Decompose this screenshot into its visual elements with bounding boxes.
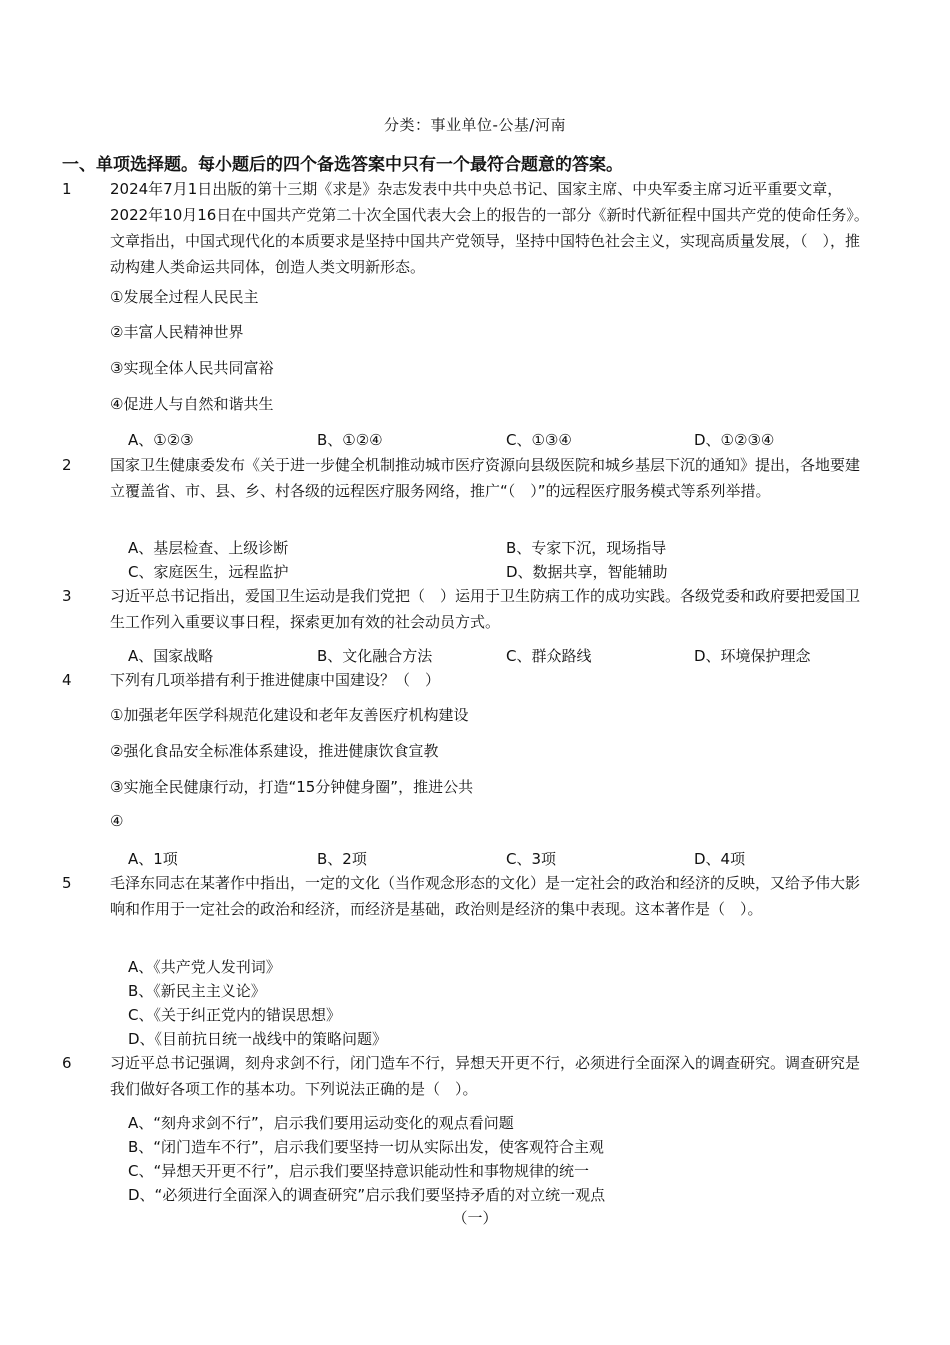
question-6 (62, 1050, 872, 1102)
question-text: 习近平总书记强调，刻舟求剑不行，闭门造车不行，异想天开更不行，必须进行全面深入的调查研究。调查研究是我们做好各项工作的基本功。下列说法正确的是（ ）。 (110, 1054, 861, 1098)
question-text: 下列有几项举措有利于推进健康中国建设？（ ） (110, 671, 441, 689)
question-number: 1 (62, 180, 72, 198)
question-5-option-c[interactable]: C、《关于纠正党内的错误思想》 (128, 1006, 341, 1024)
question-1-option-c[interactable]: C、①③④ (506, 431, 572, 449)
question-number: 5 (62, 874, 72, 892)
question-text: 习近平总书记指出，爱国卫生运动是我们党把（ ）运用于卫生防病工作的成功实践。各级党委和政府要把爱国卫生工作列入重要议事日程，探索更加有效的社会动员方式。 (110, 587, 861, 631)
question-4-item: ③实施全民健康行动，打造“15分钟健身圈”，推进公共 (110, 778, 474, 796)
category-header: 分类：事业单位-公基/河南 (384, 116, 566, 134)
question-4-option-d[interactable]: D、4项 (694, 850, 746, 868)
question-4-option-b[interactable]: B、2项 (317, 850, 367, 868)
question-1 (62, 176, 872, 280)
question-1-option-a[interactable]: A、①②③ (128, 431, 194, 449)
question-number: 6 (62, 1054, 72, 1072)
question-2-option-a[interactable]: A、基层检查、上级诊断 (128, 539, 289, 557)
question-3-option-a[interactable]: A、国家战略 (128, 647, 214, 665)
question-6-option-a[interactable]: A、“刻舟求剑不行”，启示我们要用运动变化的观点看问题 (128, 1114, 514, 1132)
question-1-option-b[interactable]: B、①②④ (317, 431, 383, 449)
question-3 (62, 583, 872, 635)
question-1-item: ③实现全体人民共同富裕 (110, 359, 274, 377)
question-4-item: ②强化食品安全标准体系建设，推进健康饮食宣教 (110, 742, 439, 760)
question-text: 2024年7月1日出版的第十三期《求是》杂志发表中共中央总书记、国家主席、中央军委主席习近平重要文章，2022年10月16日在中国共产党第二十次全国代表大会上的报告的一部分《新时代新征程中国共产党的使命任务》。文章指出，中国式现代化的本质要求是坚持中国共产党领导，坚持中国特色社会主义，实现高质量发展，（ ），推动构建人类命运共同体，创造人类文明新形态。 (110, 180, 869, 276)
question-2 (62, 452, 872, 504)
question-2-option-b[interactable]: B、专家下沉，现场指导 (506, 539, 667, 557)
page-number: （一） (452, 1209, 498, 1227)
question-number: 4 (62, 671, 72, 689)
question-6-option-d[interactable]: D、“必须进行全面深入的调查研究”启示我们要坚持矛盾的对立统一观点 (128, 1186, 606, 1204)
question-5 (62, 870, 872, 922)
question-4 (62, 667, 872, 693)
question-1-item: ②丰富人民精神世界 (110, 323, 244, 341)
question-4-option-a[interactable]: A、1项 (128, 850, 178, 868)
question-1-item: ①发展全过程人民民主 (110, 288, 259, 306)
question-text: 毛泽东同志在某著作中指出，一定的文化（当作观念形态的文化）是一定社会的政治和经济的反映，又给予伟大影响和作用于一定社会的政治和经济，而经济是基础，政治则是经济的集中表现。这本著作是（ ）。 (110, 874, 861, 918)
question-number: 3 (62, 587, 72, 605)
question-2-option-d[interactable]: D、数据共享，智能辅助 (506, 563, 668, 581)
question-4-item: ①加强老年医学科规范化建设和老年友善医疗机构建设 (110, 706, 469, 724)
question-3-option-d[interactable]: D、环境保护理念 (694, 647, 811, 665)
section-title: 一、单项选择题。每小题后的四个备选答案中只有一个最符合题意的答案。 (62, 155, 623, 175)
question-number: 2 (62, 456, 72, 474)
question-5-option-d[interactable]: D、《目前抗日统一战线中的策略问题》 (128, 1030, 388, 1048)
question-3-option-c[interactable]: C、群众路线 (506, 647, 592, 665)
question-6-option-b[interactable]: B、“闭门造车不行”，启示我们要坚持一切从实际出发，使客观符合主观 (128, 1138, 604, 1156)
question-3-option-b[interactable]: B、文化融合方法 (317, 647, 433, 665)
question-1-option-d[interactable]: D、①②③④ (694, 431, 775, 449)
question-5-option-b[interactable]: B、《新民主主义论》 (128, 982, 266, 1000)
question-6-option-c[interactable]: C、“异想天开更不行”，启示我们要坚持意识能动性和事物规律的统一 (128, 1162, 590, 1180)
question-4-item: ④ (110, 812, 124, 830)
question-1-item: ④促进人与自然和谐共生 (110, 395, 274, 413)
question-text: 国家卫生健康委发布《关于进一步健全机制推动城市医疗资源向县级医院和城乡基层下沉的通知》提出，各地要建立覆盖省、市、县、乡、村各级的远程医疗服务网络，推广“（ ）”的远程医疗服务模式等系列举措。 (110, 456, 861, 500)
question-5-option-a[interactable]: A、《共产党人发刊词》 (128, 958, 281, 976)
question-2-option-c[interactable]: C、家庭医生，远程监护 (128, 563, 289, 581)
question-4-option-c[interactable]: C、3项 (506, 850, 557, 868)
